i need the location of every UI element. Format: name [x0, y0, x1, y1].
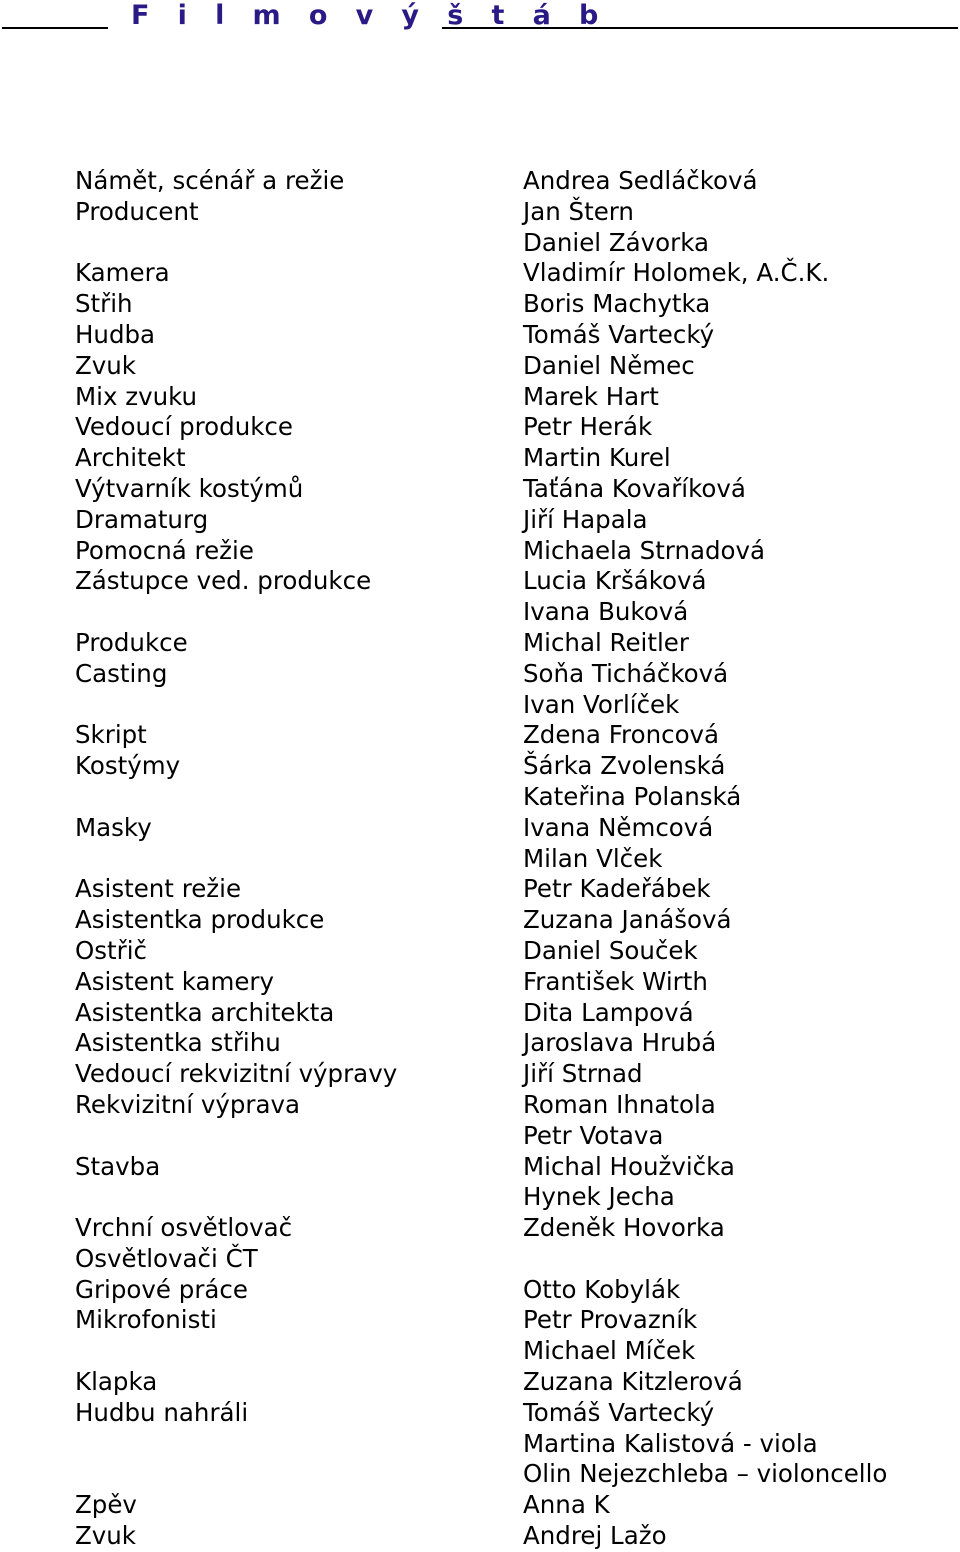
crew-role	[75, 1429, 397, 1460]
crew-role: Zástupce ved. produkce	[75, 566, 372, 596]
crew-name: Anna K	[523, 1490, 610, 1520]
crew-role: Zvuk	[75, 1521, 136, 1551]
names-column	[523, 166, 887, 1552]
crew-role: Ostřič	[75, 935, 148, 965]
crew-name: Jaroslava Hrubá	[523, 1028, 717, 1058]
crew-role: Asistent režie	[75, 874, 242, 904]
crew-name: Michael Míček	[523, 1336, 696, 1366]
crew-role: Klapka	[75, 1367, 158, 1397]
crew-name: Petr Kadeřábek	[523, 874, 711, 904]
crew-name: Zuzana Kitzlerová	[523, 1367, 743, 1397]
crew-name: Martina Kalistová - viola	[523, 1428, 818, 1458]
crew-name: Kateřina Polanská	[523, 781, 742, 811]
crew-role: Vedoucí produkce	[75, 412, 293, 442]
crew-name: Otto Kobylák	[523, 1274, 681, 1304]
crew-name: Vladimír Holomek, A.Č.K.	[523, 258, 830, 288]
crew-name	[523, 1244, 887, 1275]
crew-name: Michaela Strnadová	[523, 535, 766, 565]
crew-role: Kamera	[75, 258, 170, 288]
crew-role: Dramaturg	[75, 504, 209, 534]
crew-name: Jiří Hapala	[523, 504, 648, 534]
crew-role: Skript	[75, 720, 147, 750]
crew-name: Zdena Froncová	[523, 720, 720, 750]
crew-name: Michal Houžvička	[523, 1151, 735, 1181]
crew-role: Produkce	[75, 627, 188, 657]
crew-role	[75, 597, 397, 628]
crew-role: Výtvarník kostýmů	[75, 473, 304, 503]
crew-role: Mikrofonisti	[75, 1305, 217, 1335]
crew-name: Lucia Kršáková	[523, 566, 707, 596]
crew-name: Ivana Němcová	[523, 812, 714, 842]
crew-role: Vedoucí rekvizitní výpravy	[75, 1059, 398, 1089]
crew-role	[75, 1336, 397, 1367]
crew-name: Boris Machytka	[523, 289, 711, 319]
title-rule-left	[2, 27, 108, 29]
crew-name: Martin Kurel	[523, 443, 671, 473]
crew-role	[75, 844, 397, 875]
crew-role: Mix zvuku	[75, 381, 198, 411]
crew-name: Milan Vlček	[523, 843, 663, 873]
crew-name: Soňa Ticháčková	[523, 658, 729, 688]
crew-role: Hudbu nahráli	[75, 1397, 249, 1427]
crew-name: Marek Hart	[523, 381, 659, 411]
crew-name: Taťána Kovaříková	[523, 473, 746, 503]
page-title: F i l m o v ý š t á b	[131, 0, 608, 31]
crew-name: Petr Votava	[523, 1120, 664, 1150]
crew-role: Kostýmy	[75, 751, 181, 781]
crew-role: Producent	[75, 196, 199, 226]
title-rule-right	[442, 27, 958, 29]
crew-name: Zdeněk Hovorka	[523, 1213, 725, 1243]
crew-role: Asistentka produkce	[75, 905, 325, 935]
crew-name: Dita Lampová	[523, 997, 694, 1027]
crew-role: Gripové práce	[75, 1274, 248, 1304]
crew-name: Hynek Jecha	[523, 1182, 675, 1212]
crew-role: Architekt	[75, 443, 186, 473]
crew-name: Daniel Závorka	[523, 227, 710, 257]
crew-role: Rekvizitní výprava	[75, 1089, 301, 1119]
crew-name: Michal Reitler	[523, 627, 689, 657]
crew-role	[75, 228, 397, 259]
crew-role: Casting	[75, 658, 168, 688]
crew-name: Ivana Buková	[523, 597, 689, 627]
crew-role: Asistentka architekta	[75, 997, 335, 1027]
crew-name: Tomáš Vartecký	[523, 1397, 715, 1427]
crew-name: Tomáš Vartecký	[523, 319, 715, 349]
crew-role: Asistentka střihu	[75, 1028, 281, 1058]
crew-role: Zpěv	[75, 1490, 137, 1520]
crew-name: Jan Štern	[523, 196, 634, 226]
crew-role: Pomocná režie	[75, 535, 254, 565]
crew-role	[75, 782, 397, 813]
crew-role: Vrchní osvětlovač	[75, 1213, 293, 1243]
crew-role	[75, 1459, 397, 1490]
roles-column	[75, 166, 397, 1552]
crew-role: Hudba	[75, 319, 156, 349]
crew-name: Zuzana Janášová	[523, 905, 732, 935]
crew-name: Šárka Zvolenská	[523, 751, 726, 781]
crew-name: Daniel Němec	[523, 350, 695, 380]
crew-role: Asistent kamery	[75, 966, 274, 996]
crew-name: Petr Provazník	[523, 1305, 698, 1335]
crew-name: Andrea Sedláčková	[523, 166, 758, 195]
crew-role: Stavba	[75, 1151, 161, 1181]
crew-name: František Wirth	[523, 966, 708, 996]
crew-name: Petr Herák	[523, 412, 653, 442]
crew-role	[75, 690, 397, 721]
crew-role	[75, 1182, 397, 1213]
crew-name: Roman Ihnatola	[523, 1089, 716, 1119]
crew-role: Zvuk	[75, 350, 136, 380]
crew-role: Masky	[75, 812, 152, 842]
crew-role: Námět, scénář a režie	[75, 166, 345, 195]
crew-name: Ivan Vorlíček	[523, 689, 680, 719]
crew-name: Olin Nejezchleba – violoncello	[523, 1459, 888, 1489]
crew-role: Střih	[75, 289, 133, 319]
crew-role: Osvětlovači ČT	[75, 1243, 258, 1273]
crew-name: Jiří Strnad	[523, 1059, 643, 1089]
crew-role	[75, 1121, 397, 1152]
crew-name: Andrej Lažo	[523, 1521, 667, 1551]
crew-name: Daniel Souček	[523, 935, 698, 965]
